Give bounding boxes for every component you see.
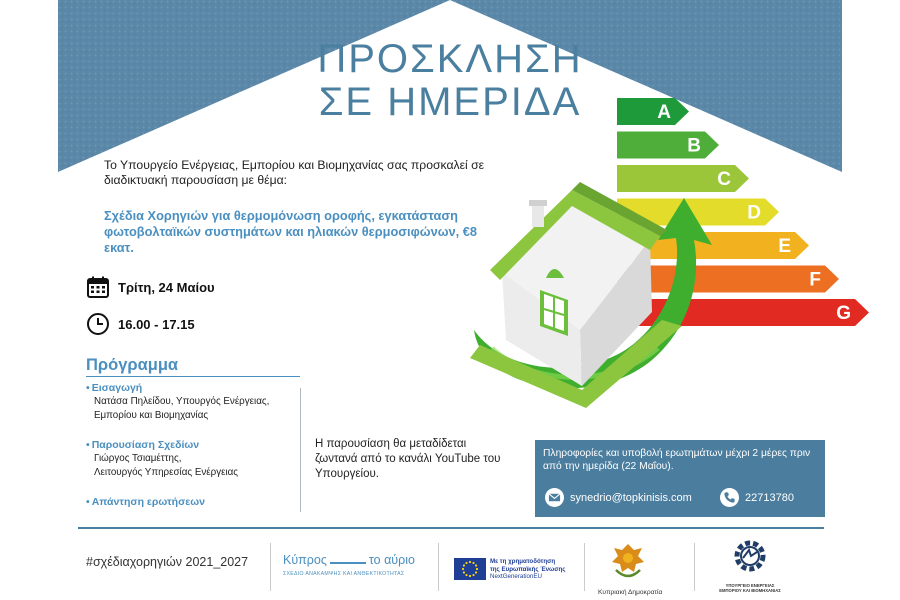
eu-line-2: της Ευρωπαϊκής Ένωσης xyxy=(490,565,566,573)
ministry-caption-2: ΕΜΠΟΡΙΟΥ ΚΑΙ ΒΙΟΜΗΧΑΝΙΑΣ xyxy=(719,588,781,593)
title-line-1: ΠΡΟΣΚΛΗΣΗ xyxy=(317,37,583,81)
program-title: Πρόγραμμα xyxy=(86,356,179,374)
energy-bar-label: B xyxy=(687,135,701,157)
topic-text: Σχέδια Χορηγιών για θερμομόνωση οροφής, εγκατάσταση φωτοβολταϊκών συστημάτων και ηλιακών θερμοσιφώνων, €8 εκατ. xyxy=(104,208,477,255)
footer-separator xyxy=(694,543,695,591)
footer-separator xyxy=(270,543,271,591)
list-item: • Απάντηση ερωτήσεων xyxy=(86,496,205,508)
eu-star xyxy=(472,562,474,564)
event-date-text: Τρίτη, 24 Μαίου xyxy=(118,279,215,295)
program-item-role: Εμπορίου και Βιομηχανίας xyxy=(94,410,209,421)
cyprus-republic-logo xyxy=(598,540,663,596)
energy-bar-label: A xyxy=(657,102,671,123)
eu-star xyxy=(469,575,471,577)
event-date xyxy=(86,275,215,299)
eu-star xyxy=(462,568,464,570)
program-item-heading: Εισαγωγή xyxy=(91,382,143,394)
list-item: • Εισαγωγή Νατάσα Πηλείδου, Υπουργός Ενέργειας, Εμπορίου και Βιομηχανίας xyxy=(86,381,300,423)
intro-text: Το Υπουργείο Ενέργειας, Εμπορίου και Βιομηχανίας σας προσκαλεί σε διαδικτυακή παρουσίαση με θέμα: xyxy=(104,158,485,187)
eu-star xyxy=(463,564,465,566)
ministry-logo xyxy=(716,536,784,593)
kyp-logo-right: το αύριο xyxy=(368,553,415,567)
energy-bar-label: F xyxy=(809,269,821,291)
clock-icon xyxy=(86,312,110,336)
energy-bars xyxy=(617,98,869,326)
phone-icon xyxy=(720,488,739,507)
republic-caption: Κυπριακή Δημοκρατία xyxy=(598,589,663,596)
energy-bar-label: C xyxy=(717,169,731,190)
calendar-icon xyxy=(86,275,110,299)
program-item-speaker: Νατάσα Πηλείδου, Υπουργός Ενέργειας, xyxy=(94,396,270,407)
eu-star xyxy=(465,574,467,576)
event-time-text: 16.00 - 17.15 xyxy=(118,316,195,332)
program-item-speaker: Γιώργος Τσιαμέττης, xyxy=(94,453,182,464)
eu-star xyxy=(472,574,474,576)
eu-line-3: NextGenerationEU xyxy=(490,573,542,580)
eu-star xyxy=(465,562,467,564)
eu-star xyxy=(469,561,471,563)
energy-bar-label: G xyxy=(836,303,851,324)
eu-line-1: Με τη χρηματοδότηση xyxy=(490,558,556,565)
footer-separator xyxy=(584,543,585,591)
envelope-icon xyxy=(545,488,564,507)
kyp-logo-left: Κύπρος xyxy=(283,553,327,567)
email-address[interactable]: synedrio@topkinisis.com xyxy=(570,491,692,504)
divider xyxy=(300,388,301,512)
phone-number[interactable]: 22713780 xyxy=(745,491,794,504)
kyp-logo-sub: ΣΧΕΔΙΟ ΑΝΑΚΑΜΨΗΣ ΚΑΙ ΑΝΘΕΚΤΙΚΟΤΗΤΑΣ xyxy=(283,571,405,577)
program-item-heading: Παρουσίαση Σχεδίων xyxy=(91,439,200,451)
program-list xyxy=(86,381,300,524)
eu-star xyxy=(476,568,478,570)
gear-icon xyxy=(727,536,773,578)
kypros-to-avrio-logo xyxy=(283,553,415,577)
broadcast-note: Η παρουσίαση θα μεταδίδεται ζωντανά από το κανάλι YouTube του Υπουργείου. xyxy=(315,438,501,480)
email-contact[interactable] xyxy=(545,488,692,507)
program-underline xyxy=(86,376,300,377)
energy-bar-a xyxy=(617,98,689,125)
eu-star xyxy=(475,571,477,573)
program-item-heading: Απάντηση ερωτήσεων xyxy=(91,496,205,508)
coat-of-arms-icon xyxy=(608,540,648,582)
footer-separator xyxy=(438,543,439,591)
title-line-2: ΣΕ ΗΜΕΡΙΔΑ xyxy=(318,80,582,124)
eu-funding-logo xyxy=(454,558,566,581)
hashtag: #σχέδιαχορηγιών 2021_2027 xyxy=(86,555,249,569)
energy-bar-b xyxy=(617,132,719,159)
ministry-caption-1: ΥΠΟΥΡΓΕΙΟ ΕΝΕΡΓΕΙΑΣ xyxy=(725,583,775,588)
info-box xyxy=(535,440,825,517)
energy-bar-label: D xyxy=(747,202,761,224)
energy-rating-graphic xyxy=(462,90,851,430)
eu-flag-icon xyxy=(454,558,486,580)
event-time xyxy=(86,312,195,336)
eu-star xyxy=(475,564,477,566)
list-item: • Παρουσίαση Σχεδίων Γιώργος Τσιαμέττης, Λειτουργός Υπηρεσίας Ενέργειας xyxy=(86,438,300,480)
info-text: Πληροφορίες και υποβολή ερωτημάτων μέχρι 2 μέρες πριν από την ημερίδα (22 Μαΐου). xyxy=(543,448,811,472)
eu-star xyxy=(463,571,465,573)
phone-contact[interactable] xyxy=(720,488,794,507)
energy-bar-label: E xyxy=(778,236,791,257)
footer-divider xyxy=(78,527,824,529)
program-item-role: Λειτουργός Υπηρεσίας Ενέργειας xyxy=(94,467,239,478)
